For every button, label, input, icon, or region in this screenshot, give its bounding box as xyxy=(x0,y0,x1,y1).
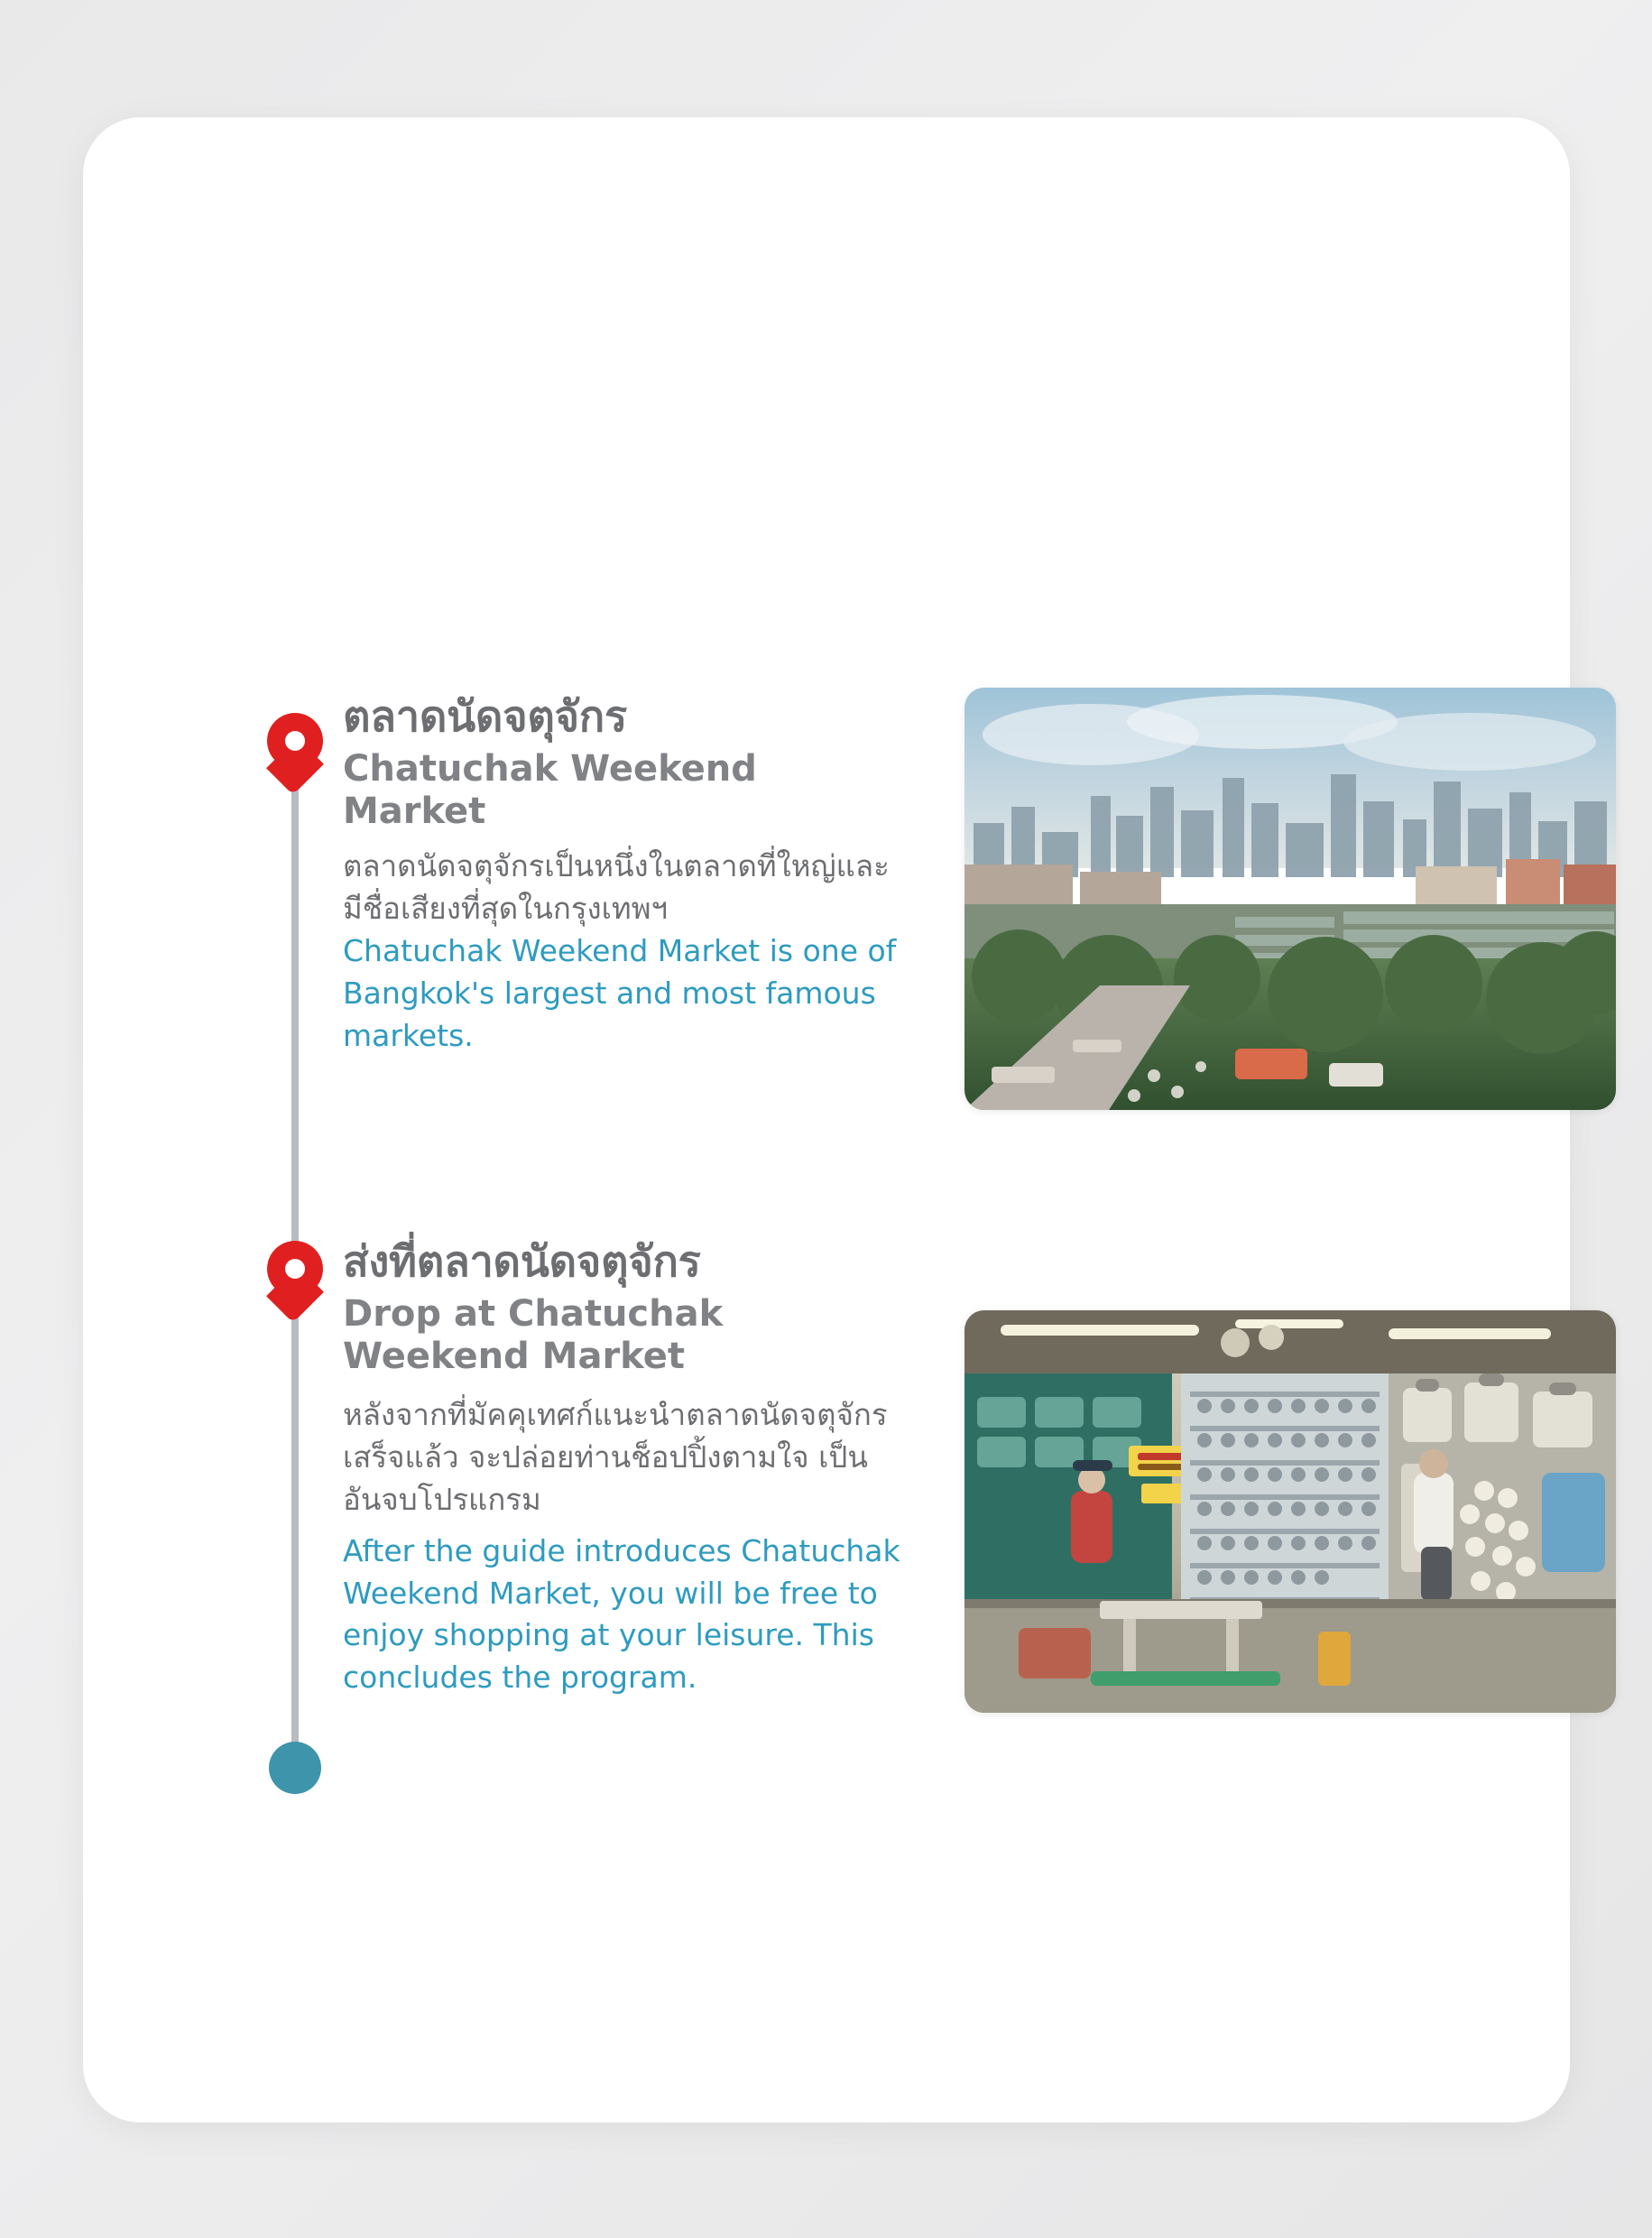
pin-hole xyxy=(285,731,305,751)
stop-1-description-en: Chatuchak Weekend Market is one of Bangkok's largest and most famous markets. xyxy=(343,932,897,1053)
stop-2-description-en: After the guide introduces Chatuchak Weekend Market, you will be free to enjoy shopping at your leisure. This concludes the program. xyxy=(343,1532,900,1696)
timeline-end-dot xyxy=(269,1742,321,1794)
stop-2-title-th: ส่งที่ตลาดนัดจตุจักร xyxy=(343,1237,701,1287)
itinerary-stop-1 xyxy=(343,691,902,1057)
stop-2-title-en: Drop at Chatuchak Weekend Market xyxy=(343,1292,724,1377)
map-pin-icon-stop-2 xyxy=(267,1241,323,1318)
stop-1-photo xyxy=(964,688,1616,1110)
stop-2-photo xyxy=(964,1310,1616,1713)
stop-1-description-th: ตลาดนัดจตุจักรเป็นหนึ่งในตลาดที่ใหญ่และมีชื่อเสียงที่สุดในกรุงเทพฯ xyxy=(343,848,890,926)
itinerary-card xyxy=(83,117,1570,2122)
timeline xyxy=(274,713,316,1778)
pin-hole xyxy=(285,1259,305,1279)
map-pin-icon-stop-1 xyxy=(267,713,323,791)
stop-2-description-th: หลังจากที่มัคคุเทศก์แนะนำตลาดนัดจตุจักรเสร็จแล้ว จะปล่อยท่านช็อปปิ้งตามใจ เป็นอันจบโปรแกรม xyxy=(343,1397,888,1517)
itinerary-stop-2 xyxy=(343,1236,902,1699)
stop-1-title-en: Chatuchak Weekend Market xyxy=(343,747,757,832)
stop-1-title-th: ตลาดนัดจตุจักร xyxy=(343,692,627,742)
